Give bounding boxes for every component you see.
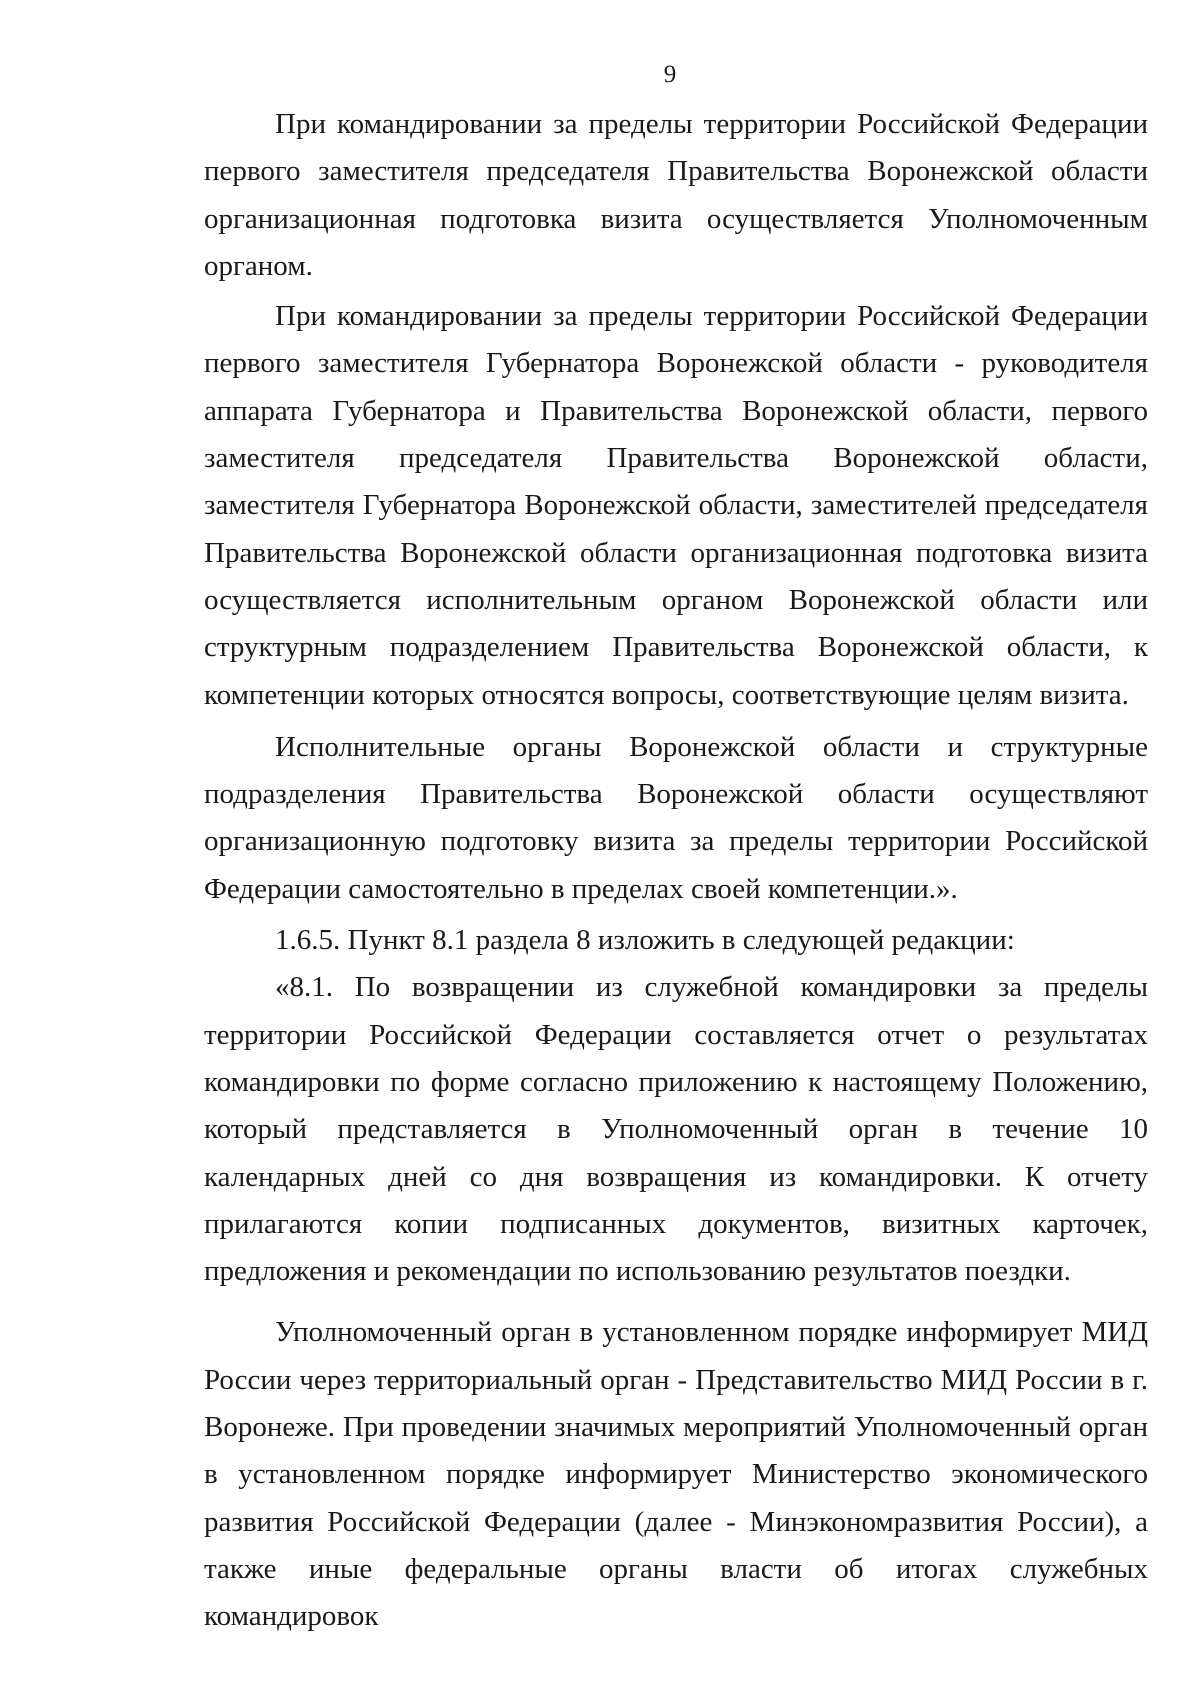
document-body — [204, 101, 1148, 1641]
paragraph-officials-list: При командировании за пределы территории Российской Федерации первого заместителя Губернатора Воронежской области - руководителя аппарата Губернатора и Правительства Воронежской области, первого заместителя председателя Правительства Воронежской области, заместителя Губернатора Воронежской области, заместителей председателя Правительства Воронежской области организационная подготовка визита осуществляется исполнительным органом Воронежской области или структурным подразделением Правительства Воронежской области, к компетенции которых относятся вопросы, соответствующие целям визита. — [204, 300, 1148, 711]
paragraph-clause-1-6-5: 1.6.5. Пункт 8.1 раздела 8 изложить в следующей редакции: — [275, 924, 1015, 957]
paragraph-clause-8-1: «8.1. По возвращении из служебной командировки за пределы территории Российской Федерации составляется отчет о результатах командировки по форме согласно приложению к настоящему Положению, который представляется в Уполномоченный орган в течение 10 календарных дней со дня возвращения из командировки. К отчету прилагаются копии подписанных документов, визитных карточек, предложения и рекомендации по использованию результатов поездки. — [204, 971, 1148, 1288]
paragraph-authorized-body: Уполномоченный орган в установленном порядке информирует МИД России через территориальный орган - Представительство МИД России в г. Воронеже. При проведении значимых мероприятий Уполномоченный орган в установленном порядке информирует Министерство экономического развития Российской Федерации (далее - Минэкономразвития России), а также иные федеральные органы власти об итогах служебных командировок — [204, 1316, 1148, 1633]
paragraph-first-deputy-chairman: При командировании за пределы территории Российской Федерации первого заместителя председателя Правительства Воронежской области организационная подготовка визита осуществляется Уполномоченным органом. — [204, 108, 1148, 282]
paragraph-executive-bodies: Исполнительные органы Воронежской области и структурные подразделения Правительства Воронежской области осуществляют организационную подготовку визита за пределы территории Российской Федерации самостоятельно в пределах своей компетенции.». — [204, 730, 1148, 905]
page-number: 9 — [663, 61, 677, 88]
